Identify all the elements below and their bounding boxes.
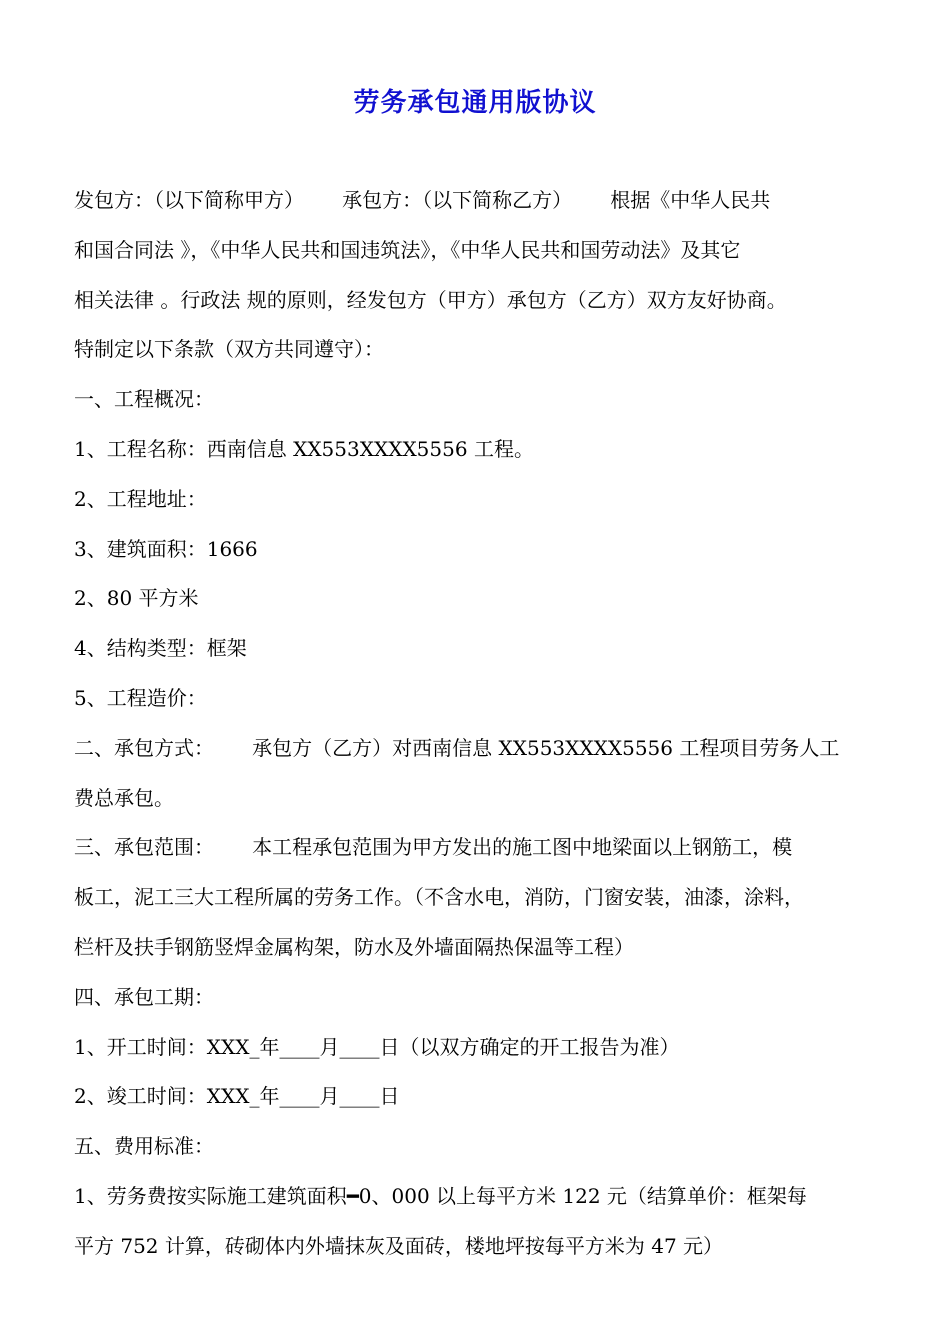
section-heading: 一、工程概况： (74, 387, 214, 412)
document-title: 劳务承包通用版协议 (353, 88, 597, 118)
paragraph-line: 栏杆及扶手钢筋竖焊金属构架，防水及外墙面隔热保温等工程） (74, 934, 634, 959)
list-item: 1、工程名称：西南信息 XX553XXXX5556 工程。 (74, 436, 534, 461)
list-item: 2、竣工时间：XXX_年____月____日 (74, 1084, 400, 1109)
paragraph-line: 相关法律 。行政法 规的原则，经发包方（甲方）承包方（乙方）双方友好协商。 (74, 287, 787, 312)
paragraph-line: 板工，泥工三大工程所属的劳务工作。（不含水电，消防，门窗安装，油漆，涂料， (74, 885, 804, 910)
section-heading: 五、费用标准： (74, 1134, 214, 1159)
list-item: 2、80 平方米 (74, 586, 199, 611)
list-item: 1、开工时间：XXX_年____月____日（以双方确定的开工报告为准） (74, 1034, 680, 1059)
paragraph-line: 费总承包。 (74, 785, 174, 810)
paragraph-line: 平方 752 计算，砖砌体内外墙抹灰及面砖，楼地坪按每平方米为 47 元） (74, 1233, 724, 1258)
list-item: 5、工程造价： (74, 685, 207, 710)
list-item: 3、建筑面积：1666 (74, 536, 258, 561)
paragraph-line: 特制定以下条款（双方共同遵守）： (74, 337, 384, 362)
list-item: 1、劳务费按实际施工建筑面积━0、000 以上每平方米 122 元（结算单价：框架每 (74, 1183, 807, 1208)
list-item: 2、工程地址： (74, 486, 207, 511)
document-body (74, 181, 884, 1277)
paragraph-line: 发包方：（以下简称甲方） 承包方：（以下简称乙方） 根据《中华人民共 (74, 188, 771, 212)
section-heading: 二、承包方式： 承包方（乙方）对西南信息 XX553XXXX5556 工程项目劳务人工 (74, 735, 840, 760)
list-item: 4、结构类型：框架 (74, 636, 247, 661)
section-heading: 四、承包工期： (74, 984, 214, 1009)
paragraph-line: 和国合同法 》，《中华人民共和国违筑法》，《中华人民共和国劳动法》及其它 (74, 237, 741, 262)
section-heading: 三、承包范围： 本工程承包范围为甲方发出的施工图中地梁面以上钢筋工，模 (74, 835, 793, 860)
